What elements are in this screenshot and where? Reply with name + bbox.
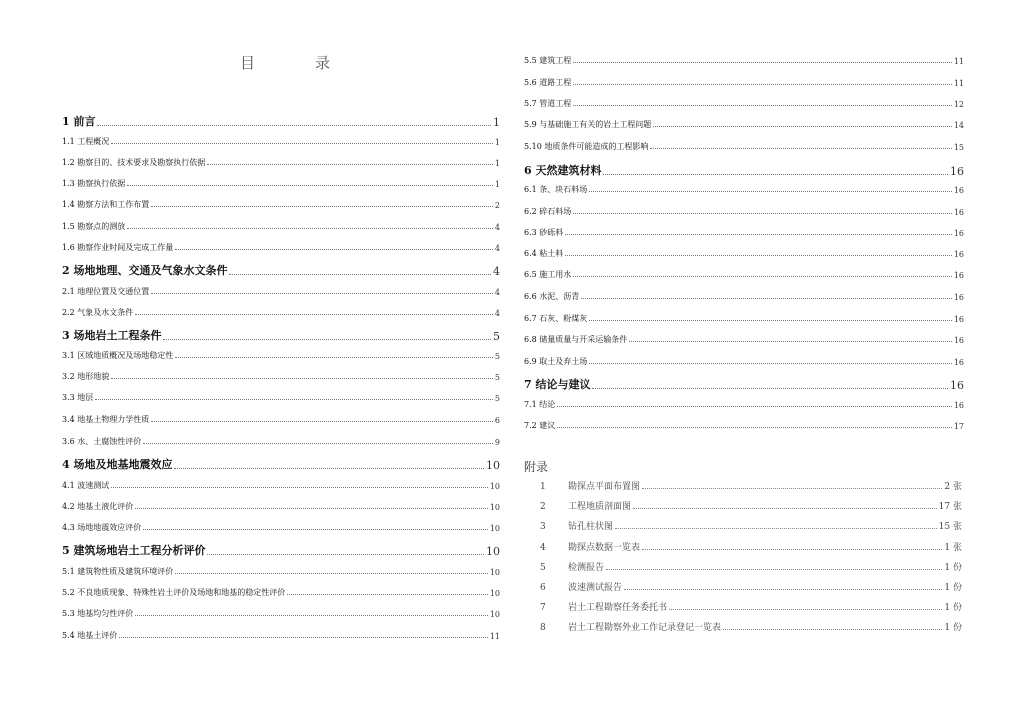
toc-leader-dots: [111, 486, 488, 488]
toc-section-entry[interactable]: [62, 157, 500, 168]
toc-chapter-entry[interactable]: [62, 328, 500, 343]
appendix-item-count: 1 份: [944, 603, 962, 614]
appendix-item-label: 波速测试报告: [568, 583, 623, 593]
toc-page-number: 4: [494, 288, 500, 297]
toc-chapter-entry[interactable]: [62, 263, 500, 278]
appendix-item-label: 工程地质剖面图: [568, 502, 632, 513]
toc-page-number: 14: [953, 121, 964, 130]
page-title-char-1: 目: [240, 54, 256, 72]
toc-entry-label: 6 天然建筑材料: [524, 164, 602, 177]
toc-page-number: 10: [489, 568, 500, 577]
toc-entry-label: 6.9 取土及弃土场: [524, 357, 588, 366]
toc-chapter-entry[interactable]: [62, 457, 500, 472]
toc-section-entry[interactable]: [62, 414, 500, 425]
appendix-leader-dots: [615, 528, 937, 529]
toc-section-entry[interactable]: [62, 566, 500, 577]
appendix-item[interactable]: [540, 581, 962, 593]
appendix-leader-dots: [642, 549, 942, 550]
appendix-item-count: 1 份: [944, 583, 962, 593]
toc-chapter-entry[interactable]: [524, 377, 964, 392]
toc-page-number: 10: [486, 459, 500, 472]
toc-entry-label: 1.3 勘察执行依据: [62, 179, 126, 188]
toc-page-number: 16: [950, 165, 964, 178]
appendix-item-number: 3: [540, 522, 546, 533]
toc-entry-label: 7 结论与建议: [524, 378, 591, 391]
toc-page-number: 9: [494, 438, 500, 447]
toc-page-number: 16: [953, 315, 964, 324]
toc-leader-dots: [557, 405, 952, 407]
toc-leader-dots: [629, 340, 952, 342]
toc-section-entry[interactable]: [62, 178, 500, 189]
appendix-item[interactable]: [540, 561, 962, 573]
appendix-item[interactable]: [540, 601, 962, 613]
toc-section-entry[interactable]: [524, 248, 964, 259]
appendix-item[interactable]: [540, 520, 962, 532]
toc-leader-dots: [589, 190, 952, 192]
appendix-item-count: 17 张: [938, 502, 962, 513]
appendix-item-label: 钻孔柱状图: [568, 522, 614, 533]
toc-entry-label: 7.2 建议: [524, 421, 556, 430]
toc-leader-dots: [135, 507, 488, 509]
toc-leader-dots: [650, 147, 951, 149]
toc-section-entry[interactable]: [62, 221, 500, 232]
toc-page-number: 11: [953, 79, 964, 88]
toc-leader-dots: [573, 212, 952, 214]
toc-page-number: 17: [953, 422, 964, 431]
toc-leader-dots: [151, 420, 493, 422]
appendix-item-label: 岩土工程勘察任务委托书: [568, 603, 668, 614]
appendix-item-count: 15 张: [938, 522, 962, 533]
toc-section-entry[interactable]: [62, 501, 500, 512]
toc-section-entry[interactable]: [524, 206, 964, 217]
appendix-item-number: 4: [540, 542, 546, 553]
toc-leader-dots: [175, 356, 493, 358]
toc-entry-label: 6.3 砂砾料: [524, 228, 564, 237]
toc-chapter-entry[interactable]: [524, 163, 964, 178]
toc-section-entry[interactable]: [524, 119, 964, 130]
toc-page-number: 10: [489, 503, 500, 512]
toc-page-number: 16: [953, 336, 964, 345]
toc-entry-label: 2 场地地理、交通及气象水文条件: [62, 264, 228, 277]
toc-section-entry[interactable]: [62, 350, 500, 361]
toc-entry-label: 6.6 水泥、沥青: [524, 292, 580, 301]
toc-entry-label: 5 建筑场地岩土工程分析评价: [62, 544, 206, 557]
toc-leader-dots: [589, 319, 952, 321]
toc-leader-dots: [573, 61, 952, 63]
toc-page-number: 1: [494, 180, 500, 189]
toc-section-entry[interactable]: [524, 77, 964, 88]
toc-leader-dots: [175, 248, 493, 250]
toc-page-number: 16: [953, 208, 964, 217]
toc-page-number: 10: [489, 589, 500, 598]
appendix-item-label: 岩土工程勘察外业工作记录登记一览表: [568, 623, 722, 634]
appendix-title: 附录: [524, 460, 549, 474]
toc-section-entry[interactable]: [62, 522, 500, 533]
toc-page-number: 10: [489, 482, 500, 491]
toc-entry-label: 4 场地及地基地震效应: [62, 458, 173, 471]
toc-entry-label: 5.5 建筑工程: [524, 56, 572, 65]
toc-leader-dots: [592, 387, 948, 389]
toc-leader-dots: [175, 572, 488, 574]
toc-entry-label: 5.1 建筑物性质及建筑环境评价: [62, 567, 174, 576]
appendix-item[interactable]: [540, 541, 962, 553]
toc-section-entry[interactable]: [524, 313, 964, 324]
toc-entry-label: 1 前言: [62, 115, 96, 128]
toc-section-entry[interactable]: [524, 356, 964, 367]
appendix-item-count: 1 份: [944, 562, 962, 573]
toc-section-entry[interactable]: [524, 269, 964, 280]
toc-section-entry[interactable]: [62, 436, 500, 447]
toc-entry-label: 6.1 条、块石料场: [524, 185, 588, 194]
toc-leader-dots: [207, 163, 493, 165]
toc-section-entry[interactable]: [524, 399, 964, 410]
toc-section-entry[interactable]: [524, 141, 964, 152]
toc-leader-dots: [573, 275, 952, 277]
toc-page-number: 15: [953, 143, 964, 152]
toc-section-entry[interactable]: [524, 420, 964, 431]
toc-page-number: 11: [953, 57, 964, 66]
toc-leader-dots: [557, 426, 952, 428]
toc-section-entry[interactable]: [524, 98, 964, 109]
toc-page-number: 4: [494, 244, 500, 253]
toc-section-entry[interactable]: [62, 371, 500, 382]
toc-section-entry[interactable]: [62, 307, 500, 318]
toc-leader-dots: [135, 313, 493, 315]
toc-page-number: 16: [953, 358, 964, 367]
appendix-item-label: 勘探点数据一览表: [568, 542, 641, 553]
toc-leader-dots: [111, 142, 493, 144]
toc-leader-dots: [207, 553, 484, 555]
toc-section-entry[interactable]: [524, 55, 964, 66]
toc-section-entry[interactable]: [62, 608, 500, 619]
appendix-leader-dots: [669, 609, 942, 610]
toc-section-entry[interactable]: [524, 291, 964, 302]
toc-entry-label: 4.3 场地地震效应评价: [62, 523, 142, 532]
toc-leader-dots: [163, 338, 491, 340]
toc-page-number: 1: [494, 159, 500, 168]
appendix-item[interactable]: [540, 500, 962, 512]
toc-entry-label: 5.2 不良地质现象、特殊性岩土评价及场地和地基的稳定性评价: [62, 588, 286, 597]
appendix-item-number: 7: [540, 603, 546, 614]
toc-leader-dots: [111, 377, 493, 379]
toc-entry-label: 3 场地岩土工程条件: [62, 329, 162, 342]
toc-entry-label: 5.6 道路工程: [524, 78, 572, 87]
toc-page-number: 10: [489, 524, 500, 533]
toc-entry-label: 3.1 区域地质概况及场地稳定性: [62, 351, 174, 360]
toc-entry-label: 2.2 气象及水文条件: [62, 308, 134, 317]
appendix-item[interactable]: [540, 621, 962, 633]
toc-page-number: 1: [494, 138, 500, 147]
toc-entry-label: 2.1 地理位置及交通位置: [62, 287, 150, 296]
toc-leader-dots: [287, 593, 488, 595]
appendix-item-number: 2: [540, 502, 546, 513]
toc-entry-label: 3.3 地层: [62, 393, 94, 402]
toc-leader-dots: [151, 205, 493, 207]
toc-entry-label: 6.4 粘土料: [524, 249, 564, 258]
appendix-leader-dots: [624, 589, 942, 590]
appendix-item-label: 检测报告: [568, 562, 605, 573]
toc-page-number: 16: [953, 229, 964, 238]
toc-section-entry[interactable]: [62, 136, 500, 147]
toc-leader-dots: [151, 292, 493, 294]
toc-leader-dots: [565, 254, 952, 256]
toc-page-number: 5: [494, 394, 500, 403]
appendix-item-count: 1 份: [944, 623, 962, 634]
toc-entry-label: 6.2 碎石料场: [524, 207, 572, 216]
toc-entry-label: 5.9 与基础施工有关的岩土工程问题: [524, 120, 652, 129]
appendix-leader-dots: [642, 488, 942, 489]
toc-leader-dots: [143, 442, 493, 444]
toc-section-entry[interactable]: [62, 587, 500, 598]
toc-page-number: 16: [953, 250, 964, 259]
appendix-item[interactable]: [540, 480, 962, 492]
toc-page-number: 16: [953, 401, 964, 410]
toc-page-number: 16: [953, 293, 964, 302]
toc-leader-dots: [653, 125, 952, 127]
appendix-item-number: 8: [540, 623, 546, 634]
appendix-item-number: 1: [540, 482, 546, 492]
toc-section-entry[interactable]: [62, 242, 500, 253]
toc-chapter-entry[interactable]: [62, 543, 500, 558]
page-title: [240, 52, 330, 76]
toc-page-number: 4: [494, 223, 500, 232]
toc-leader-dots: [127, 184, 493, 186]
toc-entry-label: 6.8 储量质量与开采运输条件: [524, 335, 628, 344]
toc-entry-label: 7.1 结论: [524, 400, 556, 409]
appendix-leader-dots: [723, 629, 942, 630]
toc-section-entry[interactable]: [524, 184, 964, 195]
toc-entry-label: 3.6 水、土腐蚀性评价: [62, 437, 142, 446]
toc-entry-label: 1.1 工程概况: [62, 137, 110, 146]
toc-leader-dots: [573, 104, 952, 106]
toc-chapter-entry[interactable]: [62, 114, 500, 129]
toc-page-number: 10: [489, 610, 500, 619]
toc-leader-dots: [127, 227, 493, 229]
toc-entry-label: 4.1 波速测试: [62, 481, 110, 490]
toc-leader-dots: [97, 124, 491, 126]
toc-page-number: 5: [494, 352, 500, 361]
toc-entry-label: 4.2 地基土液化评价: [62, 502, 134, 511]
toc-page-number: 5: [494, 373, 500, 382]
toc-entry-label: 6.5 施工用水: [524, 270, 572, 279]
toc-page-number: 6: [494, 416, 500, 425]
toc-entry-label: 1.4 勘察方法和工作布置: [62, 200, 150, 209]
toc-leader-dots: [603, 173, 948, 175]
toc-page-number: 2: [494, 201, 500, 210]
toc-page-number: 1: [493, 116, 500, 129]
page-title-char-2: 录: [314, 54, 330, 72]
toc-section-entry[interactable]: [62, 199, 500, 210]
toc-page-number: 12: [953, 100, 964, 109]
toc-section-entry[interactable]: [62, 392, 500, 403]
toc-entry-label: 5.3 地基均匀性评价: [62, 609, 134, 618]
toc-leader-dots: [229, 273, 491, 275]
toc-leader-dots: [565, 233, 952, 235]
toc-entry-label: 5.7 管道工程: [524, 99, 572, 108]
appendix-item-label: 勘探点平面布置图: [568, 482, 641, 492]
toc-page-number: 4: [494, 309, 500, 318]
toc-page-number: 16: [953, 186, 964, 195]
toc-entry-label: 1.5 勘察点的测放: [62, 222, 126, 231]
toc-entry-label: 3.4 地基土物理力学性质: [62, 415, 150, 424]
toc-section-entry[interactable]: [524, 334, 964, 345]
toc-entry-label: 6.7 石灰、粉煤灰: [524, 314, 588, 323]
toc-section-entry[interactable]: [62, 480, 500, 491]
toc-page-number: 16: [950, 379, 964, 392]
toc-leader-dots: [143, 528, 488, 530]
toc-section-entry[interactable]: [62, 630, 500, 641]
toc-page-number: 10: [486, 545, 500, 558]
toc-page-number: 4: [493, 265, 500, 278]
toc-entry-label: 5.10 地质条件可能造成的工程影响: [524, 142, 649, 151]
toc-leader-dots: [573, 83, 952, 85]
toc-leader-dots: [581, 297, 952, 299]
toc-entry-label: 3.2 地形地貌: [62, 372, 110, 381]
toc-entry-label: 1.6 勘察作业时间及完成工作量: [62, 243, 174, 252]
appendix-item-number: 5: [540, 562, 546, 573]
toc-leader-dots: [135, 614, 488, 616]
appendix-item-count: 1 张: [944, 542, 962, 553]
appendix-leader-dots: [633, 508, 937, 509]
toc-page-number: 11: [489, 632, 500, 641]
toc-page-number: 5: [493, 330, 500, 343]
toc-section-entry[interactable]: [62, 286, 500, 297]
appendix-item-count: 2 张: [944, 482, 962, 492]
toc-entry-label: 5.4 地基土评价: [62, 631, 118, 640]
toc-leader-dots: [95, 398, 493, 400]
toc-entry-label: 1.2 勘察目的、技术要求及勘察执行依据: [62, 158, 206, 167]
toc-leader-dots: [119, 636, 488, 638]
appendix-item-number: 6: [540, 583, 546, 593]
toc-section-entry[interactable]: [524, 227, 964, 238]
toc-page-number: 16: [953, 271, 964, 280]
toc-leader-dots: [589, 362, 952, 364]
appendix-leader-dots: [606, 569, 942, 570]
toc-leader-dots: [174, 467, 484, 469]
